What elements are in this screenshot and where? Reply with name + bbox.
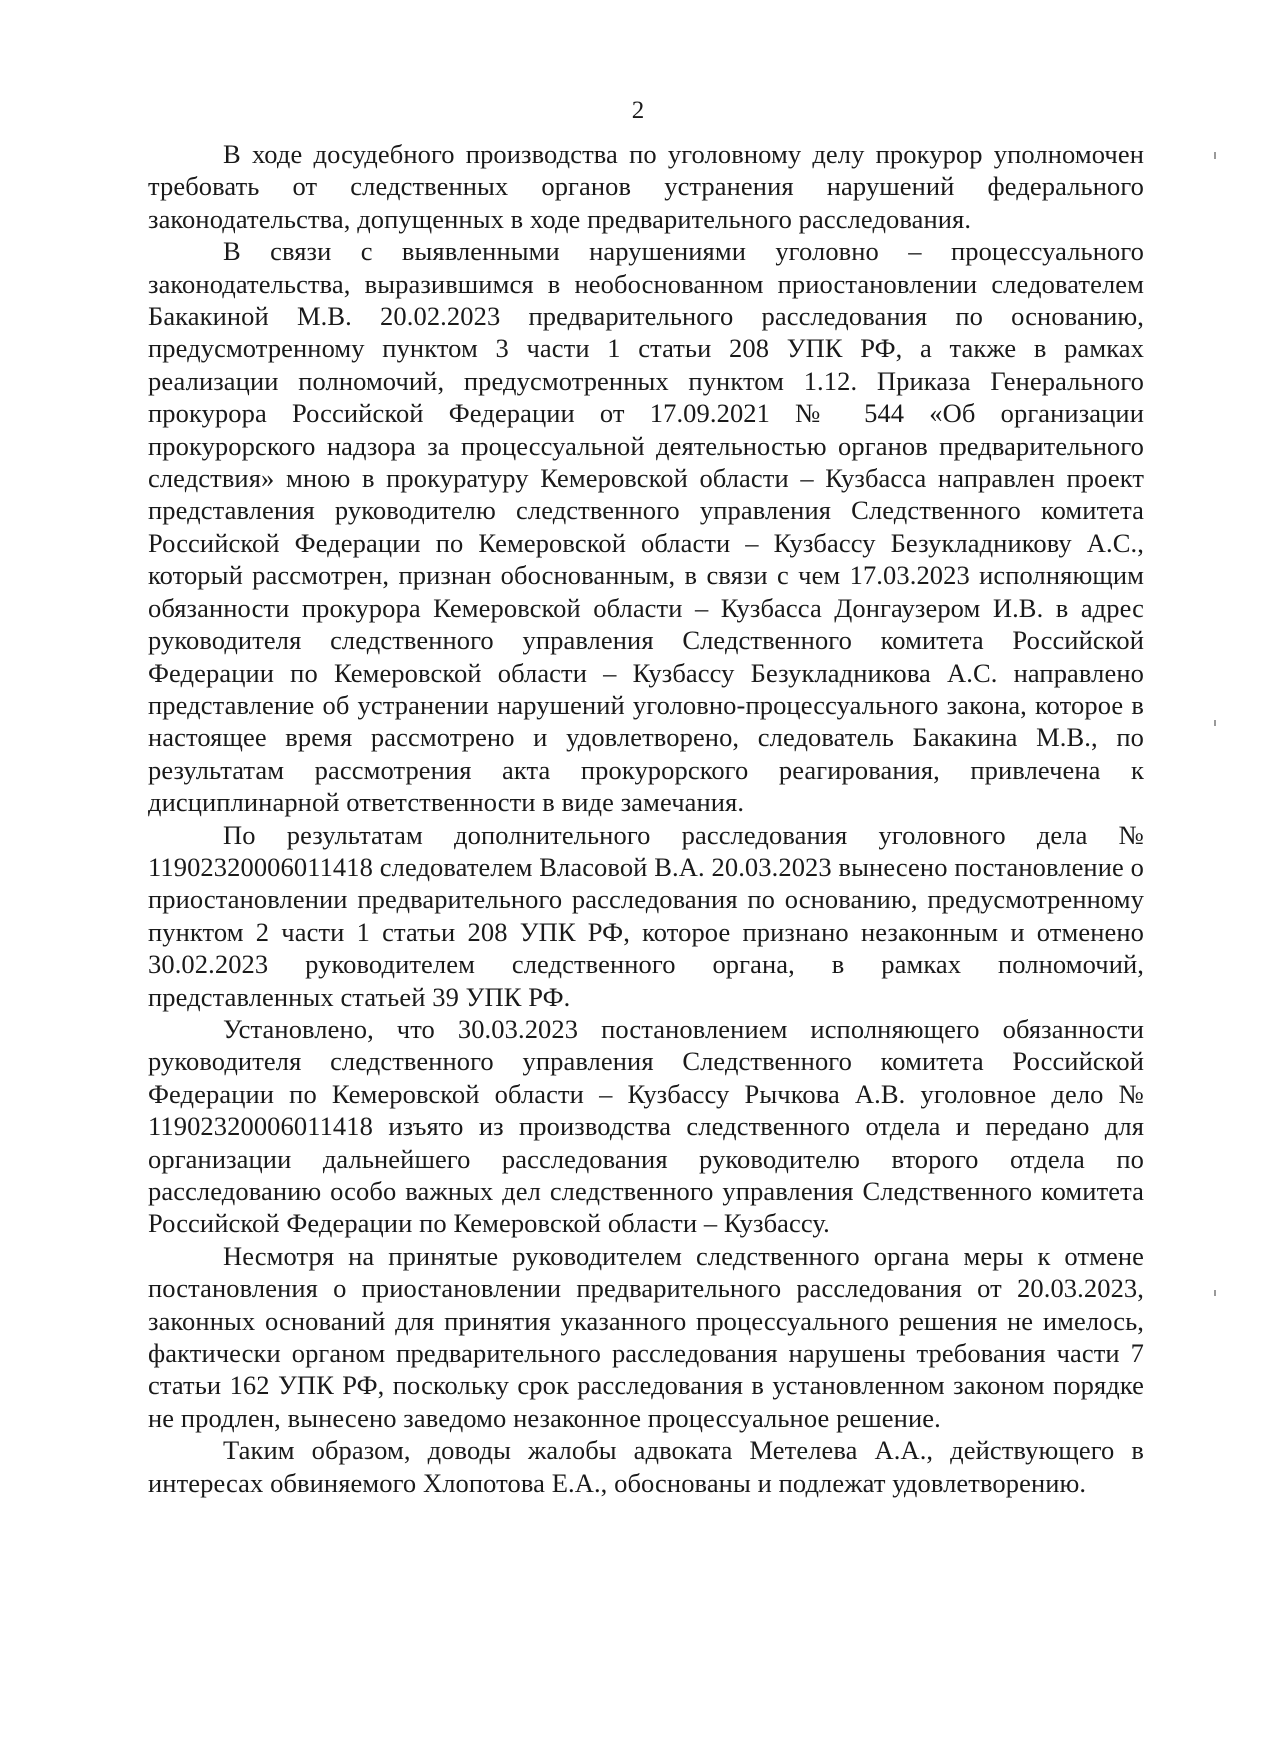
paragraph-additional-investigation: По результатам дополнительного расследования уголовного дела № 11902320006011418 следователем Власовой В.А. 20.03.2023 вынесено постановление о приостановлении предварительного расследования по основанию, предусмотренному пунктом 2 части 1 статьи 208 УПК РФ, которое признано незаконным и отменено 30.02.2023 руководителем следственного органа, в рамках полномочий, представленных статьей 39 УПК РФ. xyxy=(148,819,1144,1012)
page-number: 2 xyxy=(631,97,645,124)
scan-mark xyxy=(1214,720,1216,726)
paragraph-unlawful-decision: Несмотря на принятые руководителем следственного органа меры к отмене постановления о приостановлении предварительного расследования от 20.03.2023, законных оснований для принятия указанного процессуального решения не имелось, фактически органом предварительного расследования нарушены требования части 7 статьи 162 УПК РФ, поскольку срок расследования в установленном законом порядке не продлен, вынесено заведомо незаконное процессуальное решение. xyxy=(148,1240,1144,1433)
paragraph-conclusion: Таким образом, доводы жалобы адвоката Метелева А.А., действующего в интересах обвиняемого Хлопотова Е.А., обоснованы и подлежат удовлетворению. xyxy=(148,1435,1144,1498)
paragraph-violations-representation: В связи с выявленными нарушениями уголовно – процессуального законодательства, выразившимся в необоснованном приостановлении следователем Бакакиной М.В. 20.02.2023 предварительного расследования по основанию, предусмотренному пунктом 3 части 1 статьи 208 УПК РФ, а также в рамках реализации полномочий, предусмотренных пунктом 1.12. Приказа Генерального прокурора Российской Федерации от 17.09.2021 № 544 «Об организации прокурорского надзора за процессуальной деятельностью органов предварительного следствия» мною в прокуратуру Кемеровской области – Кузбасса направлен проект представления руководителю следственного управления Следственного комитета Российской Федерации по Кемеровской области – Кузбассу Безукладникову А.С., который рассмотрен, признан обоснованным, в связи с чем 17.03.2023 исполняющим обязанности прокурора Кемеровской области – Кузбасса Донгаузером И.В. в адрес руководителя следственного управления Следственного комитета Российской Федерации по Кемеровской области – Кузбассу Безукладникова А.С. направлено представление об устранении нарушений уголовно-процессуального закона, которое в настоящее время рассмотрено и удовлетворено, следователь Бакакина М.В., по результатам рассмотрения акта прокурорского реагирования, привлечена к дисциплинарной ответственности в виде замечания. xyxy=(148,236,1144,818)
scan-mark xyxy=(1214,152,1216,159)
scan-mark xyxy=(1214,1290,1216,1296)
paragraph-prosecutor-powers: В ходе досудебного производства по уголовному делу прокурор уполномочен требовать от следственных органов устранения нарушений федерального законодательства, допущенных в ходе предварительного расследования. xyxy=(148,139,1144,234)
document-body xyxy=(148,138,1144,1499)
paragraph-case-transfer: Установлено, что 30.03.2023 постановлением исполняющего обязанности руководителя следственного управления Следственного комитета Российской Федерации по Кемеровской области – Кузбассу Рычкова А.В. уголовное дело № 11902320006011418 изъято из производства следственного отдела и передано для организации дальнейшего расследования руководителю второго отдела по расследованию особо важных дел следственного управления Следственного комитета Российской Федерации по Кемеровской области – Кузбассу. xyxy=(148,1013,1144,1239)
